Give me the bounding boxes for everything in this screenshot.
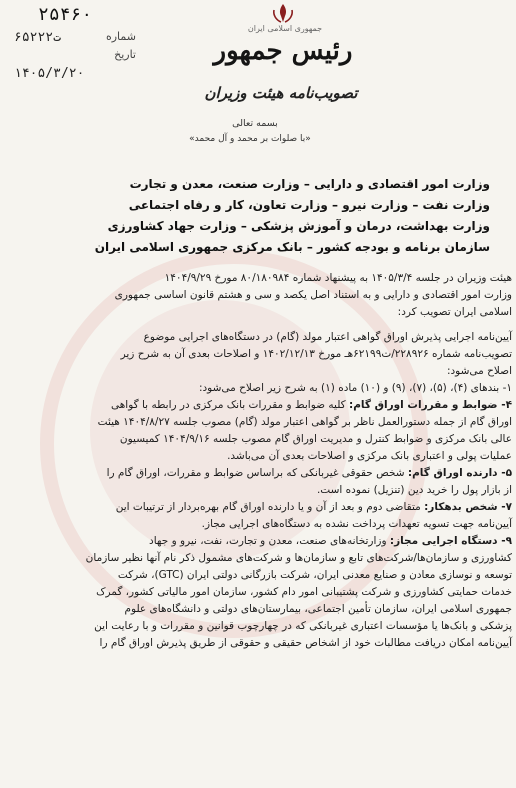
addressee-line: وزارت نفت – وزارت نیرو – وزارت تعاون، کار و رفاه اجتماعی [128,198,490,212]
document-date: ۱۴۰۵/۳/۲۰ [14,66,85,81]
reference-number: ۶۵۲۲۲ت [14,30,61,45]
salawat: «با صلوات بر محمد و آل محمد» [189,134,311,144]
body-line: آیین‌نامه امکان دریافت مطالبات خود از اشخاص حقیقی و حقوقی از طریق پذیرش اوراق گام را [99,637,512,649]
paragraph-clause-7 [0,499,516,533]
clause-heading: ۹- دستگاه اجرایی مجاز: [389,535,512,547]
number-label: شماره [105,30,136,43]
body-line: توسعه و نوسازی معادن و صنایع معدنی ایران، شرکت بازرگانی دولتی ایران (GTC)، شرکت [117,569,512,581]
country-name: جمهوری اسلامی ایران [247,24,323,33]
addressee-list [50,174,490,258]
body-line: اسلامی ایران تصویب کرد: [397,306,512,318]
body-line: پزشکی و بانک‌ها یا مؤسسات اعتباری غیربانکی که در چهارچوب قوانین و مقررات و با رعایت این [94,620,512,632]
body-line: عالی بانک مرکزی و ضوابط کنترل و مدیریت اوراق گام مصوب جلسه ۱۴۰۴/۹/۱۶ کمیسیون [119,433,512,445]
body-line: کشاورزی و سازمان‌ها/شرکت‌های تابع و سازمان‌ها و شرکت‌های مشمول ذکر نام آنها نظیر سازمان [85,552,512,564]
body-line: اصلاح می‌شود: [446,365,512,377]
paragraph-intro [0,270,516,321]
body-line: اوراق گام از جمله دستورالعمل ناظر بر گواهی اعتبار مولد (گام) مصوب جلسه ۱۴۰۴/۸/۲۷ هیئت [97,416,512,428]
body-line: ۱- بندهای (۴)، (۵)، (۷)، (۹) و (۱۰) ماده (۱) به شرح زیر اصلاح می‌شود: [198,382,512,394]
state-emblem-icon [270,2,296,24]
document-type: تصویب‌نامه هیئت وزیران [204,84,358,102]
body-line: از بازار پول را خرید دین (تنزیل) نموده است. [316,484,512,496]
paragraph-clause-4 [0,397,516,465]
office-title: رئیس جمهور [213,36,353,66]
clause-heading: ۷- شخص بدهکار: [424,501,512,513]
body-line: عملیات پولی و اعتباری بانک مرکزی و اصلاحات بعدی آن می‌باشد. [227,450,512,462]
body-line: تصویب‌نامه شماره ۲۲۸۹۲۶/ت۶۲۱۹۹هـ مورخ ۱۴۰۲/۱۲/۱۳ و اصلاحات بعدی آن به شرح زیر [120,348,512,360]
basmala: بسمه تعالی [232,118,278,129]
reference-block [6,4,136,84]
paragraph-clause-5 [0,465,516,499]
clause-heading: ۵- دارنده اوراق گام: [407,467,512,479]
decree-body [0,270,516,652]
body-line: وزارت امور اقتصادی و دارایی و به استناد اصل یکصد و سی و هشتم قانون اساسی جمهوری [114,289,512,301]
body-line: ۹- دستگاه اجرایی مجاز: وزارتخانه‌های صنعت، معدن و تجارت، نفت، نیرو و جهاد [149,535,512,547]
body-line: خدمات حمایتی کشاورزی و شرکت پشتیبانی امور دام کشور، سازمان امور مالیاتی کشور، گمرک [96,586,512,598]
body-line: آیین‌نامه اجرایی پذیرش اوراق گواهی اعتبار مولد (گام) در دستگاه‌های اجرایی موضوع [143,331,512,343]
addressee-line: وزارت بهداشت، درمان و آموزش پزشکی – وزارت جهاد کشاورزی [107,219,490,233]
body-line: هیئت وزیران در جلسه ۱۴۰۵/۳/۴ به پیشنهاد شماره ۸۰/۱۸۰۹۸۴ مورخ ۱۴۰۴/۹/۲۹ [164,272,512,284]
body-line: ۴- ضوابط و مقررات اوراق گام: کلیه ضوابط و مقررات بانک مرکزی در رابطه با گواهی [111,399,512,411]
document-number: ۲۵۴۶۰ [38,4,93,25]
body-line: ۵- دارنده اوراق گام: شخص حقوقی غیربانکی که براساس ضوابط و مقررات، اوراق گام را [106,467,512,479]
paragraph-amendment [0,329,516,380]
clause-heading: ۴- ضوابط و مقررات اوراق گام: [349,399,512,411]
body-line: ۷- شخص بدهکار: متقاضی دوم و بعد از آن و یا دارنده اوراق گام بهره‌بردار از ترتیبات این [115,501,512,513]
body-line: آیین‌نامه جهت تسویه تعهدات پرداخت نشده به دستگاه‌های اجرایی مجاز. [201,518,512,530]
date-label: تاریخ [114,48,136,61]
paragraph-clause-9 [0,533,516,652]
paragraph-item-1 [0,380,516,397]
addressee-line: سازمان برنامه و بودجه کشور – بانک مرکزی جمهوری اسلامی ایران [94,240,490,254]
body-line: جمهوری اسلامی ایران، سازمان تأمین اجتماعی، بیمارستان‌های دولتی و دانشگاه‌های علوم [124,603,512,615]
addressee-line: وزارت امور اقتصادی و دارایی – وزارت صنعت، معدن و تجارت [129,177,490,191]
